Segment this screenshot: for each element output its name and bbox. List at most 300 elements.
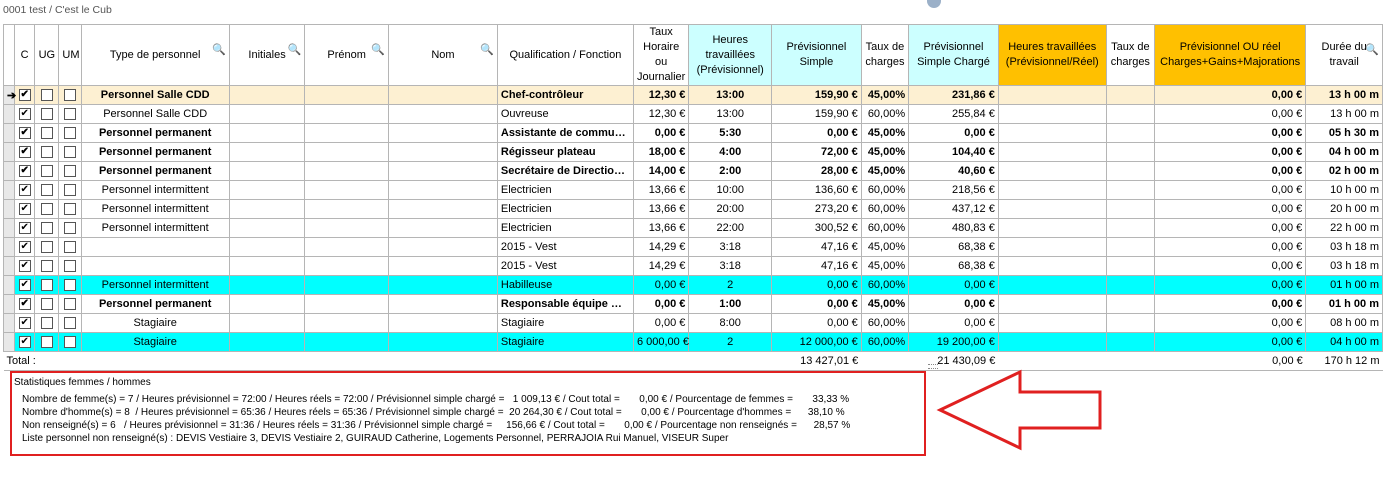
cell-qualif[interactable]: Electricien <box>497 181 633 200</box>
cell-qualif[interactable]: Assistante de commu… <box>497 124 633 143</box>
checkbox-c[interactable] <box>15 314 35 333</box>
cell-heures-prev[interactable]: 5:30 <box>689 124 772 143</box>
cell-heures-reel[interactable] <box>998 105 1106 124</box>
cell-prev-simple[interactable]: 0,00 € <box>772 124 862 143</box>
cell-nom[interactable] <box>389 200 498 219</box>
checkbox-ug-box[interactable] <box>41 184 53 196</box>
cell-heures-prev[interactable]: 2:00 <box>689 162 772 181</box>
cell-initiales[interactable] <box>229 276 305 295</box>
cell-qualif[interactable]: 2015 - Vest <box>497 257 633 276</box>
col-header-heures-reel[interactable]: Heures travaillées (Prévisionnel/Réel) <box>998 25 1106 86</box>
check-icon[interactable]: ✔ <box>20 260 29 272</box>
cell-prev-reel[interactable]: 0,00 € <box>1155 238 1306 257</box>
checkbox-ug-box[interactable] <box>41 317 53 329</box>
checkbox-um-box[interactable] <box>64 165 76 177</box>
cell-heures-prev[interactable]: 20:00 <box>689 200 772 219</box>
cell-qualif[interactable]: Electricien <box>497 219 633 238</box>
checkbox-ug-box[interactable] <box>41 279 53 291</box>
cell-taux-charges-2[interactable] <box>1106 295 1154 314</box>
table-row[interactable] <box>4 181 1383 200</box>
checkbox-ug-box[interactable] <box>41 108 53 120</box>
cell-prenom[interactable] <box>305 219 389 238</box>
cell-prev-reel[interactable]: 0,00 € <box>1155 200 1306 219</box>
cell-heures-prev[interactable]: 2 <box>689 276 772 295</box>
cell-qualif[interactable]: Régisseur plateau <box>497 143 633 162</box>
col-header-taux-charges[interactable]: Taux de charges <box>861 25 908 86</box>
cell-taux-charges-2[interactable] <box>1106 105 1154 124</box>
cell-heures-reel[interactable] <box>998 162 1106 181</box>
cell-taux[interactable]: 12,30 € <box>633 105 688 124</box>
checkbox-c[interactable] <box>15 105 35 124</box>
cell-taux-charges-2[interactable] <box>1106 333 1154 352</box>
cell-taux[interactable]: 6 000,00 € <box>633 333 688 352</box>
row-selector[interactable] <box>4 200 15 219</box>
cell-heures-reel[interactable] <box>998 181 1106 200</box>
cell-prev-reel[interactable]: 0,00 € <box>1155 333 1306 352</box>
cell-prev-charge[interactable]: 0,00 € <box>909 314 999 333</box>
cell-taux-charges[interactable]: 45,00% <box>861 257 908 276</box>
checkbox-um[interactable] <box>59 200 81 219</box>
cell-qualif[interactable]: Stagiaire <box>497 314 633 333</box>
cell-taux-charges[interactable]: 60,00% <box>861 105 908 124</box>
col-header-c[interactable]: C <box>15 25 35 86</box>
row-selector[interactable] <box>4 219 15 238</box>
check-icon[interactable]: ✔ <box>20 89 29 101</box>
cell-heures-prev[interactable]: 3:18 <box>689 257 772 276</box>
cell-taux-charges-2[interactable] <box>1106 200 1154 219</box>
cell-nom[interactable] <box>389 238 498 257</box>
col-header-qualif[interactable]: Qualification / Fonction <box>497 25 633 86</box>
checkbox-c[interactable] <box>15 86 35 105</box>
cell-duree[interactable]: 20 h 00 m <box>1306 200 1383 219</box>
cell-taux-charges[interactable]: 45,00% <box>861 238 908 257</box>
col-header-prev-reel[interactable]: Prévisionnel OU réel Charges+Gains+Majorations <box>1155 25 1306 86</box>
cell-taux-charges[interactable]: 45,00% <box>861 86 908 105</box>
table-row[interactable] <box>4 105 1383 124</box>
cell-taux[interactable]: 0,00 € <box>633 124 688 143</box>
cell-heures-reel[interactable] <box>998 314 1106 333</box>
cell-duree[interactable]: 05 h 30 m <box>1306 124 1383 143</box>
cell-initiales[interactable] <box>229 295 305 314</box>
row-selector[interactable] <box>4 124 15 143</box>
table-row[interactable] <box>4 200 1383 219</box>
cell-heures-prev[interactable]: 22:00 <box>689 219 772 238</box>
checkbox-ug-box[interactable] <box>41 298 53 310</box>
checkbox-um[interactable] <box>59 86 81 105</box>
checkbox-ug-box[interactable] <box>41 127 53 139</box>
cell-type[interactable]: Personnel intermittent <box>81 200 229 219</box>
cell-type[interactable]: Personnel Salle CDD <box>81 105 229 124</box>
checkbox-ug[interactable] <box>35 181 59 200</box>
checkbox-c[interactable] <box>15 162 35 181</box>
cell-duree[interactable]: 01 h 00 m <box>1306 295 1383 314</box>
cell-prev-simple[interactable]: 300,52 € <box>772 219 862 238</box>
cell-nom[interactable] <box>389 162 498 181</box>
cell-prev-reel[interactable]: 0,00 € <box>1155 219 1306 238</box>
checkbox-c[interactable] <box>15 143 35 162</box>
cell-nom[interactable] <box>389 295 498 314</box>
checkbox-um-box[interactable] <box>64 203 76 215</box>
cell-taux[interactable]: 18,00 € <box>633 143 688 162</box>
checkbox-um[interactable] <box>59 257 81 276</box>
cell-initiales[interactable] <box>229 124 305 143</box>
cell-type[interactable]: Personnel intermittent <box>81 276 229 295</box>
checkbox-c[interactable] <box>15 238 35 257</box>
checkbox-c[interactable] <box>15 200 35 219</box>
check-icon[interactable]: ✔ <box>20 317 29 329</box>
cell-prev-charge[interactable]: 231,86 € <box>909 86 999 105</box>
cell-taux[interactable]: 0,00 € <box>633 295 688 314</box>
cell-taux-charges-2[interactable] <box>1106 181 1154 200</box>
cell-prenom[interactable] <box>305 276 389 295</box>
cell-prev-simple[interactable]: 28,00 € <box>772 162 862 181</box>
cell-nom[interactable] <box>389 219 498 238</box>
cell-heures-prev[interactable]: 13:00 <box>689 105 772 124</box>
check-icon[interactable]: ✔ <box>20 222 29 234</box>
checkbox-ug[interactable] <box>35 314 59 333</box>
row-selector[interactable] <box>4 86 15 105</box>
cell-prenom[interactable] <box>305 333 389 352</box>
cell-type[interactable]: Personnel intermittent <box>81 219 229 238</box>
cell-duree[interactable]: 22 h 00 m <box>1306 219 1383 238</box>
checkbox-um[interactable] <box>59 219 81 238</box>
checkbox-um-box[interactable] <box>64 108 76 120</box>
checkbox-ug[interactable] <box>35 238 59 257</box>
search-icon[interactable]: 🔍 <box>1365 44 1379 56</box>
cell-prev-charge[interactable]: 19 200,00 € <box>909 333 999 352</box>
cell-nom[interactable] <box>389 143 498 162</box>
cell-prev-charge[interactable]: 0,00 € <box>909 295 999 314</box>
row-selector[interactable] <box>4 276 15 295</box>
cell-qualif[interactable]: Electricien <box>497 200 633 219</box>
cell-nom[interactable] <box>389 124 498 143</box>
cell-taux-charges[interactable]: 60,00% <box>861 333 908 352</box>
cell-prev-reel[interactable]: 0,00 € <box>1155 143 1306 162</box>
cell-type[interactable] <box>81 238 229 257</box>
table-row[interactable] <box>4 238 1383 257</box>
checkbox-ug[interactable] <box>35 333 59 352</box>
checkbox-um[interactable] <box>59 295 81 314</box>
checkbox-um[interactable] <box>59 333 81 352</box>
checkbox-um-box[interactable] <box>64 260 76 272</box>
cell-nom[interactable] <box>389 257 498 276</box>
search-icon[interactable]: 🔍 <box>480 44 494 56</box>
cell-heures-reel[interactable] <box>998 86 1106 105</box>
cell-qualif[interactable]: Secrétaire de Directio… <box>497 162 633 181</box>
cell-prenom[interactable] <box>305 143 389 162</box>
cell-prenom[interactable] <box>305 200 389 219</box>
cell-type[interactable]: Personnel permanent <box>81 124 229 143</box>
checkbox-um[interactable] <box>59 105 81 124</box>
table-row[interactable] <box>4 162 1383 181</box>
checkbox-um[interactable] <box>59 143 81 162</box>
cell-initiales[interactable] <box>229 143 305 162</box>
checkbox-um-box[interactable] <box>64 89 76 101</box>
cell-prev-charge[interactable]: 218,56 € <box>909 181 999 200</box>
cell-taux-charges[interactable]: 45,00% <box>861 295 908 314</box>
checkbox-ug-box[interactable] <box>41 336 53 348</box>
table-row[interactable] <box>4 143 1383 162</box>
cell-initiales[interactable] <box>229 86 305 105</box>
checkbox-ug-box[interactable] <box>41 203 53 215</box>
cell-initiales[interactable] <box>229 105 305 124</box>
cell-prenom[interactable] <box>305 257 389 276</box>
cell-initiales[interactable] <box>229 181 305 200</box>
cell-taux-charges[interactable]: 60,00% <box>861 219 908 238</box>
cell-heures-reel[interactable] <box>998 333 1106 352</box>
cell-duree[interactable]: 10 h 00 m <box>1306 181 1383 200</box>
cell-prev-reel[interactable]: 0,00 € <box>1155 314 1306 333</box>
cell-qualif[interactable]: Stagiaire <box>497 333 633 352</box>
cell-duree[interactable]: 03 h 18 m <box>1306 257 1383 276</box>
cell-qualif[interactable]: Ouvreuse <box>497 105 633 124</box>
checkbox-ug-box[interactable] <box>41 165 53 177</box>
cell-taux-charges-2[interactable] <box>1106 219 1154 238</box>
cell-prev-simple[interactable]: 136,60 € <box>772 181 862 200</box>
cell-taux[interactable]: 14,29 € <box>633 238 688 257</box>
cell-prev-simple[interactable]: 273,20 € <box>772 200 862 219</box>
checkbox-um-box[interactable] <box>64 317 76 329</box>
table-row[interactable] <box>4 295 1383 314</box>
checkbox-c[interactable] <box>15 181 35 200</box>
cell-heures-prev[interactable]: 10:00 <box>689 181 772 200</box>
cell-heures-reel[interactable] <box>998 238 1106 257</box>
cell-type[interactable]: Stagiaire <box>81 333 229 352</box>
table-row[interactable] <box>4 314 1383 333</box>
cell-taux-charges[interactable]: 60,00% <box>861 314 908 333</box>
cell-taux[interactable]: 0,00 € <box>633 314 688 333</box>
check-icon[interactable]: ✔ <box>20 241 29 253</box>
cell-initiales[interactable] <box>229 333 305 352</box>
checkbox-ug[interactable] <box>35 276 59 295</box>
checkbox-um-box[interactable] <box>64 127 76 139</box>
checkbox-um-box[interactable] <box>64 222 76 234</box>
checkbox-um-box[interactable] <box>64 184 76 196</box>
row-selector[interactable] <box>4 295 15 314</box>
search-icon[interactable]: 🔍 <box>287 44 302 56</box>
cell-taux[interactable]: 14,00 € <box>633 162 688 181</box>
cell-prev-reel[interactable]: 0,00 € <box>1155 181 1306 200</box>
cell-nom[interactable] <box>389 276 498 295</box>
checkbox-c[interactable] <box>15 276 35 295</box>
row-selector[interactable] <box>4 162 15 181</box>
cell-prev-reel[interactable]: 0,00 € <box>1155 257 1306 276</box>
cell-duree[interactable]: 02 h 00 m <box>1306 162 1383 181</box>
check-icon[interactable]: ✔ <box>20 298 29 310</box>
cell-prev-reel[interactable]: 0,00 € <box>1155 105 1306 124</box>
col-header-duree[interactable] <box>1306 25 1383 86</box>
cell-prenom[interactable] <box>305 162 389 181</box>
row-selector[interactable] <box>4 238 15 257</box>
checkbox-c[interactable] <box>15 257 35 276</box>
cell-nom[interactable] <box>389 105 498 124</box>
checkbox-um[interactable] <box>59 314 81 333</box>
cell-taux-charges[interactable]: 60,00% <box>861 200 908 219</box>
cell-heures-reel[interactable] <box>998 295 1106 314</box>
cell-heures-prev[interactable]: 1:00 <box>689 295 772 314</box>
cell-duree[interactable]: 13 h 00 m <box>1306 86 1383 105</box>
cell-initiales[interactable] <box>229 200 305 219</box>
cell-type[interactable] <box>81 257 229 276</box>
cell-prenom[interactable] <box>305 238 389 257</box>
cell-qualif[interactable]: Chef-contrôleur <box>497 86 633 105</box>
col-header-prev-charge[interactable]: Prévisionnel Simple Chargé <box>909 25 999 86</box>
checkbox-ug[interactable] <box>35 200 59 219</box>
cell-prev-simple[interactable]: 47,16 € <box>772 257 862 276</box>
col-header-ug[interactable]: UG <box>35 25 59 86</box>
cell-prev-simple[interactable]: 12 000,00 € <box>772 333 862 352</box>
cell-type[interactable]: Personnel permanent <box>81 295 229 314</box>
cell-nom[interactable] <box>389 333 498 352</box>
checkbox-um-box[interactable] <box>64 146 76 158</box>
cell-prenom[interactable] <box>305 105 389 124</box>
row-selector[interactable] <box>4 105 15 124</box>
cell-prenom[interactable] <box>305 86 389 105</box>
cell-duree[interactable]: 04 h 00 m <box>1306 333 1383 352</box>
cell-qualif[interactable]: Habilleuse <box>497 276 633 295</box>
cell-duree[interactable]: 03 h 18 m <box>1306 238 1383 257</box>
check-icon[interactable]: ✔ <box>20 336 29 348</box>
cell-taux-charges[interactable]: 60,00% <box>861 276 908 295</box>
check-icon[interactable]: ✔ <box>20 108 29 120</box>
checkbox-ug[interactable] <box>35 219 59 238</box>
checkbox-um[interactable] <box>59 276 81 295</box>
cell-heures-prev[interactable]: 8:00 <box>689 314 772 333</box>
cell-prev-reel[interactable]: 0,00 € <box>1155 124 1306 143</box>
cell-taux-charges-2[interactable] <box>1106 257 1154 276</box>
cell-initiales[interactable] <box>229 219 305 238</box>
checkbox-ug[interactable] <box>35 295 59 314</box>
checkbox-ug[interactable] <box>35 86 59 105</box>
checkbox-c[interactable] <box>15 295 35 314</box>
cell-duree[interactable]: 13 h 00 m <box>1306 105 1383 124</box>
cell-heures-prev[interactable]: 13:00 <box>689 86 772 105</box>
checkbox-ug[interactable] <box>35 162 59 181</box>
cell-prev-charge[interactable]: 480,83 € <box>909 219 999 238</box>
cell-prev-simple[interactable]: 159,90 € <box>772 105 862 124</box>
cell-taux-charges-2[interactable] <box>1106 314 1154 333</box>
cell-prenom[interactable] <box>305 314 389 333</box>
cell-prev-charge[interactable]: 437,12 € <box>909 200 999 219</box>
cell-taux-charges-2[interactable] <box>1106 238 1154 257</box>
cell-prev-charge[interactable]: 0,00 € <box>909 124 999 143</box>
cell-type[interactable]: Personnel intermittent <box>81 181 229 200</box>
row-selector[interactable] <box>4 143 15 162</box>
cell-qualif[interactable]: Responsable équipe … <box>497 295 633 314</box>
cell-heures-reel[interactable] <box>998 200 1106 219</box>
checkbox-um[interactable] <box>59 162 81 181</box>
cell-prev-simple[interactable]: 0,00 € <box>772 276 862 295</box>
cell-heures-reel[interactable] <box>998 143 1106 162</box>
cell-nom[interactable] <box>389 181 498 200</box>
checkbox-um[interactable] <box>59 238 81 257</box>
checkbox-ug-box[interactable] <box>41 89 53 101</box>
checkbox-um[interactable] <box>59 181 81 200</box>
cell-heures-reel[interactable] <box>998 257 1106 276</box>
checkbox-c[interactable] <box>15 333 35 352</box>
cell-heures-prev[interactable]: 4:00 <box>689 143 772 162</box>
cell-type[interactable]: Personnel Salle CDD <box>81 86 229 105</box>
cell-taux-charges[interactable]: 60,00% <box>861 181 908 200</box>
cell-nom[interactable] <box>389 86 498 105</box>
cell-taux-charges[interactable]: 45,00% <box>861 162 908 181</box>
checkbox-ug[interactable] <box>35 124 59 143</box>
checkbox-um-box[interactable] <box>64 298 76 310</box>
checkbox-um-box[interactable] <box>64 336 76 348</box>
cell-taux[interactable]: 12,30 € <box>633 86 688 105</box>
table-row[interactable] <box>4 333 1383 352</box>
check-icon[interactable]: ✔ <box>20 184 29 196</box>
cell-prev-charge[interactable]: 0,00 € <box>909 276 999 295</box>
cell-initiales[interactable] <box>229 314 305 333</box>
checkbox-ug-box[interactable] <box>41 260 53 272</box>
cell-prev-charge[interactable]: 68,38 € <box>909 257 999 276</box>
checkbox-um-box[interactable] <box>64 241 76 253</box>
cell-nom[interactable] <box>389 314 498 333</box>
cell-prev-simple[interactable]: 72,00 € <box>772 143 862 162</box>
cell-heures-reel[interactable] <box>998 219 1106 238</box>
cell-initiales[interactable] <box>229 257 305 276</box>
col-header-nom[interactable] <box>389 25 498 86</box>
cell-prev-simple[interactable]: 0,00 € <box>772 295 862 314</box>
check-icon[interactable]: ✔ <box>20 146 29 158</box>
checkbox-ug-box[interactable] <box>41 146 53 158</box>
row-selector[interactable] <box>4 257 15 276</box>
cell-duree[interactable]: 04 h 00 m <box>1306 143 1383 162</box>
cell-taux[interactable]: 13,66 € <box>633 200 688 219</box>
col-header-taux[interactable]: Taux Horaire ou Journalier <box>633 25 688 86</box>
checkbox-ug-box[interactable] <box>41 222 53 234</box>
cell-taux[interactable]: 13,66 € <box>633 219 688 238</box>
cell-heures-prev[interactable]: 3:18 <box>689 238 772 257</box>
row-selector[interactable] <box>4 333 15 352</box>
cell-prev-reel[interactable]: 0,00 € <box>1155 86 1306 105</box>
table-row[interactable] <box>4 124 1383 143</box>
cell-prev-charge[interactable]: 255,84 € <box>909 105 999 124</box>
checkbox-um[interactable] <box>59 124 81 143</box>
checkbox-ug-box[interactable] <box>41 241 53 253</box>
cell-taux-charges[interactable]: 45,00% <box>861 143 908 162</box>
cell-prev-simple[interactable]: 0,00 € <box>772 314 862 333</box>
cell-type[interactable]: Personnel permanent <box>81 162 229 181</box>
cell-taux-charges-2[interactable] <box>1106 162 1154 181</box>
col-header-type[interactable] <box>81 25 229 86</box>
check-icon[interactable]: ✔ <box>20 279 29 291</box>
check-icon[interactable]: ✔ <box>20 127 29 139</box>
col-header-prenom[interactable] <box>305 25 389 86</box>
check-icon[interactable]: ✔ <box>20 203 29 215</box>
cell-heures-reel[interactable] <box>998 276 1106 295</box>
search-icon[interactable]: 🔍 <box>371 44 386 56</box>
cell-initiales[interactable] <box>229 238 305 257</box>
cell-prenom[interactable] <box>305 295 389 314</box>
checkbox-ug[interactable] <box>35 105 59 124</box>
cell-prenom[interactable] <box>305 124 389 143</box>
checkbox-ug[interactable] <box>35 143 59 162</box>
cell-taux[interactable]: 0,00 € <box>633 276 688 295</box>
cell-taux[interactable]: 13,66 € <box>633 181 688 200</box>
table-row[interactable] <box>4 276 1383 295</box>
cell-prev-reel[interactable]: 0,00 € <box>1155 276 1306 295</box>
cell-prenom[interactable] <box>305 181 389 200</box>
row-selector[interactable] <box>4 314 15 333</box>
search-icon[interactable]: 🔍 <box>212 44 226 56</box>
col-header-taux-charges-2[interactable]: Taux de charges <box>1106 25 1154 86</box>
cell-prev-charge[interactable]: 104,40 € <box>909 143 999 162</box>
cell-prev-charge[interactable]: 40,60 € <box>909 162 999 181</box>
checkbox-c[interactable] <box>15 219 35 238</box>
cell-taux-charges-2[interactable] <box>1106 143 1154 162</box>
